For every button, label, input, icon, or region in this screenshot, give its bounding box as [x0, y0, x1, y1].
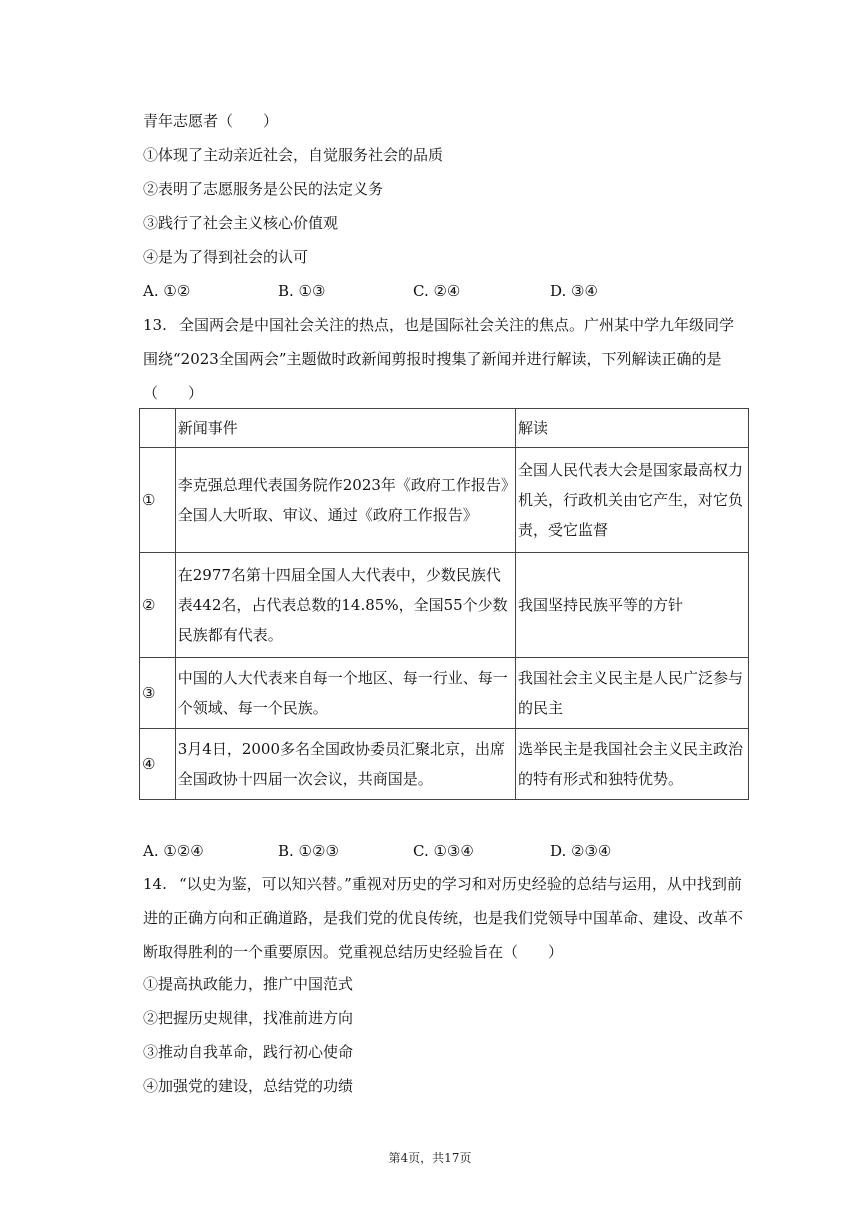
- table-cell-index: ②: [140, 553, 176, 658]
- q14-item-4: ④加强党的建设，总结党的功绩: [143, 1077, 354, 1095]
- q12-item-4: ④是为了得到社会的认可: [143, 248, 309, 266]
- q12-item-1: ①体现了主动亲近社会，自觉服务社会的品质: [143, 146, 444, 164]
- table-row: [140, 729, 749, 800]
- q14-item-2: ②把握历史规律，找准前进方向: [143, 1009, 354, 1027]
- q13-option-a: A. ①②④: [143, 842, 204, 860]
- q12-option-b: B. ①③: [278, 282, 326, 300]
- q13-stem: [143, 308, 748, 410]
- table-cell-index: ④: [140, 729, 176, 800]
- q12-item-2: ②表明了志愿服务是公民的法定义务: [143, 180, 384, 198]
- table-row: [140, 448, 749, 553]
- table-row: [140, 658, 749, 729]
- q13-option-d: D. ②③④: [550, 842, 612, 860]
- table-header-cell: 新闻事件: [175, 409, 515, 448]
- table-cell-index: ③: [140, 658, 176, 729]
- table-cell-news: 中国的人大代表来自每一个地区、每一行业、每一个领域、每一个民族。: [175, 658, 515, 729]
- table-cell-interpretation: 我国坚持民族平等的方针: [516, 553, 749, 658]
- table-header-row: [140, 409, 749, 448]
- q13-option-b: B. ①②③: [278, 842, 339, 860]
- q12-options: [143, 280, 748, 302]
- q12-option-d: D. ③④: [550, 282, 598, 300]
- table-cell-news: 在2977名第十四届全国人大代表中，少数民族代表442名，占代表总数的14.85%，全国55个少数民族都有代表。: [175, 553, 515, 658]
- q13-news-table: [139, 408, 749, 800]
- q12-option-a: A. ①②: [143, 282, 191, 300]
- q12-stem-tail: 青年志愿者（ ）: [143, 112, 279, 130]
- table-row: [140, 553, 749, 658]
- table-cell-news: 李克强总理代表国务院作2023年《政府工作报告》全国人大听取、审议、通过《政府工作报告》: [175, 448, 515, 553]
- q13-stem-text: 全国两会是中国社会关注的热点，也是国际社会关注的焦点。广州某中学九年级同学围绕“2023全国两会”主题做时政新闻剪报时搜集了新闻并进行解读，下列解读正确的是（ ）: [143, 316, 735, 402]
- q14-item-1: ①提高执政能力，推广中国范式: [143, 975, 354, 993]
- table-cell-news: 3月4日，2000多名全国政协委员汇聚北京，出席全国政协十四届一次会议，共商国是。: [175, 729, 515, 800]
- table-header-cell: 解读: [516, 409, 749, 448]
- table-cell-interpretation: 选举民主是我国社会主义民主政治的特有形式和独特优势。: [516, 729, 749, 800]
- table-cell-index: ①: [140, 448, 176, 553]
- q14-stem-text: “以史为鉴，可以知兴替。”重视对历史的学习和对历史经验的总结与运用，从中找到前进的正确方向和正确道路，是我们党的优良传统，也是我们党领导中国革命、建设、改革不断取得胜利的一个重要原因。党重视总结历史经验旨在（ ）: [143, 875, 744, 961]
- q13-number: 13.: [143, 316, 167, 334]
- page-footer: 第4页，共17页: [388, 1151, 472, 1165]
- table-cell-interpretation: 我国社会主义民主是人民广泛参与的民主: [516, 658, 749, 729]
- q14-number: 14.: [143, 875, 167, 893]
- q14-stem: [143, 867, 748, 969]
- q13-option-c: C. ①③④: [413, 842, 474, 860]
- q12-item-3: ③践行了社会主义核心价值观: [143, 214, 339, 232]
- q14-item-3: ③推动自我革命，践行初心使命: [143, 1043, 354, 1061]
- table-cell-interpretation: 全国人民代表大会是国家最高权力机关，行政机关由它产生，对它负责，受它监督: [516, 448, 749, 553]
- q13-options: [143, 840, 748, 862]
- table-header-cell: [140, 409, 176, 448]
- q12-option-c: C. ②④: [413, 282, 461, 300]
